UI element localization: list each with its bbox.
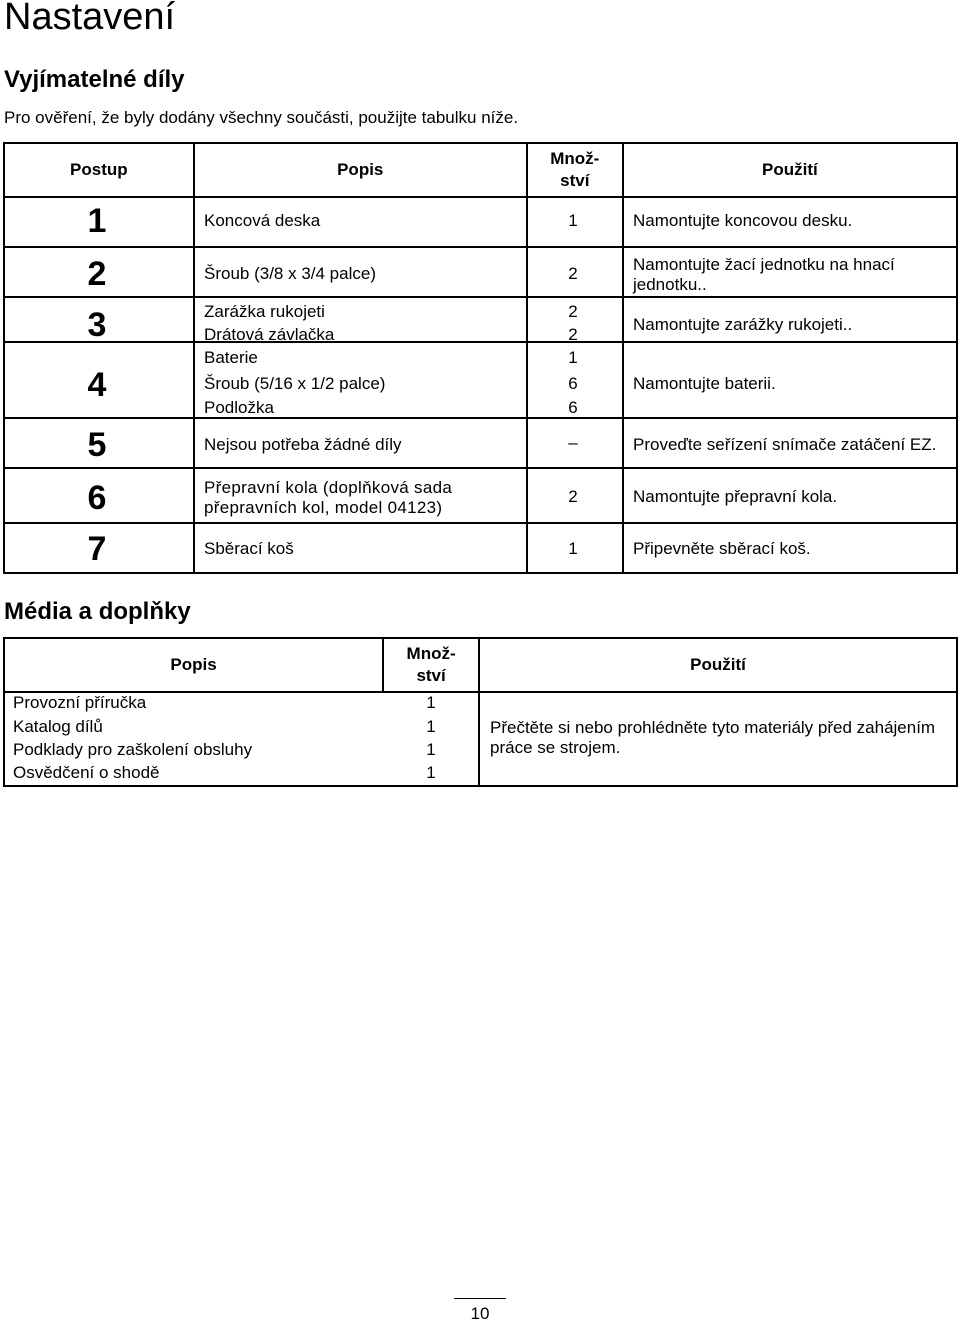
header-quantity: Množ- ství (527, 143, 623, 197)
step-number: 5 (87, 426, 107, 464)
part-name: Baterie (204, 348, 258, 367)
footer-rule (454, 1298, 506, 1299)
part-quantity: 1 (568, 211, 578, 230)
media-item-quantity: 1 (426, 763, 436, 782)
media-item-name: Osvědčení o shodě (13, 763, 160, 782)
section-heading-media: Média a doplňky (4, 598, 191, 625)
part-name: Nejsou potřeba žádné díly (204, 435, 402, 454)
part-use: Namontujte baterii. (633, 374, 776, 393)
media-header-use: Použití (479, 638, 957, 692)
media-item-quantity: 1 (426, 740, 436, 759)
part-quantity: – (568, 433, 578, 452)
media-item-quantity: 1 (426, 717, 436, 736)
media-item-name: Podklady pro zaškolení obsluhy (13, 740, 253, 759)
part-use: Namontujte zarážky rukojeti.. (633, 315, 853, 334)
part-name: Drátová závlačka (204, 325, 335, 344)
part-quantity: 1 (568, 348, 578, 367)
part-use: Proveďte seřízení snímače zatáčení EZ. (633, 435, 937, 454)
intro-text: Pro ověření, že byly dodány všechny součásti, použijte tabulku níže. (4, 108, 519, 127)
part-name: Šroub (5/16 x 1/2 palce) (204, 374, 386, 393)
part-quantity: 2 (568, 302, 578, 321)
part-use: Namontujte koncovou desku. (633, 211, 853, 230)
step-number: 1 (87, 202, 107, 240)
part-name: Zarážka rukojeti (204, 302, 325, 321)
part-name: Přepravní kola (doplňková sada přepravních kol, model 04123) (204, 478, 453, 517)
media-header-description: Popis (4, 638, 383, 692)
page-number: 10 (470, 1304, 490, 1323)
part-quantity: 2 (568, 325, 578, 344)
media-item-name: Provozní příručka (13, 693, 147, 712)
header-description: Popis (194, 143, 527, 197)
part-quantity: 1 (568, 539, 578, 558)
step-number: 2 (87, 255, 107, 293)
media-item-quantity: 1 (426, 693, 436, 712)
media-item-name: Katalog dílů (13, 717, 103, 736)
part-name: Šroub (3/8 x 3/4 palce) (204, 264, 376, 283)
part-name: Sběrací koš (204, 539, 294, 558)
parts-table (3, 142, 958, 574)
media-header-quantity: Množ- ství (383, 638, 479, 692)
step-number: 3 (87, 306, 107, 344)
part-quantity: 2 (568, 487, 578, 506)
media-use: Přečtěte si nebo prohlédněte tyto materiály před zahájením práce se strojem. (490, 718, 936, 757)
part-quantity: 6 (568, 374, 578, 393)
part-use: Namontujte žací jednotku na hnací jednotku.. (633, 255, 895, 294)
step-number: 6 (87, 479, 107, 517)
header-step: Postup (4, 143, 194, 197)
part-quantity: 6 (568, 398, 578, 417)
part-use: Připevněte sběrací koš. (633, 539, 811, 558)
section-heading-loose-parts: Vyjímatelné díly (4, 66, 185, 93)
step-number: 7 (87, 530, 107, 568)
step-number: 4 (87, 366, 107, 404)
part-quantity: 2 (568, 264, 578, 283)
part-name: Koncová deska (204, 211, 321, 230)
part-name: Podložka (204, 398, 274, 417)
page-title: Nastavení (4, 0, 176, 38)
part-use: Namontujte přepravní kola. (633, 487, 838, 506)
header-use: Použití (623, 143, 957, 197)
